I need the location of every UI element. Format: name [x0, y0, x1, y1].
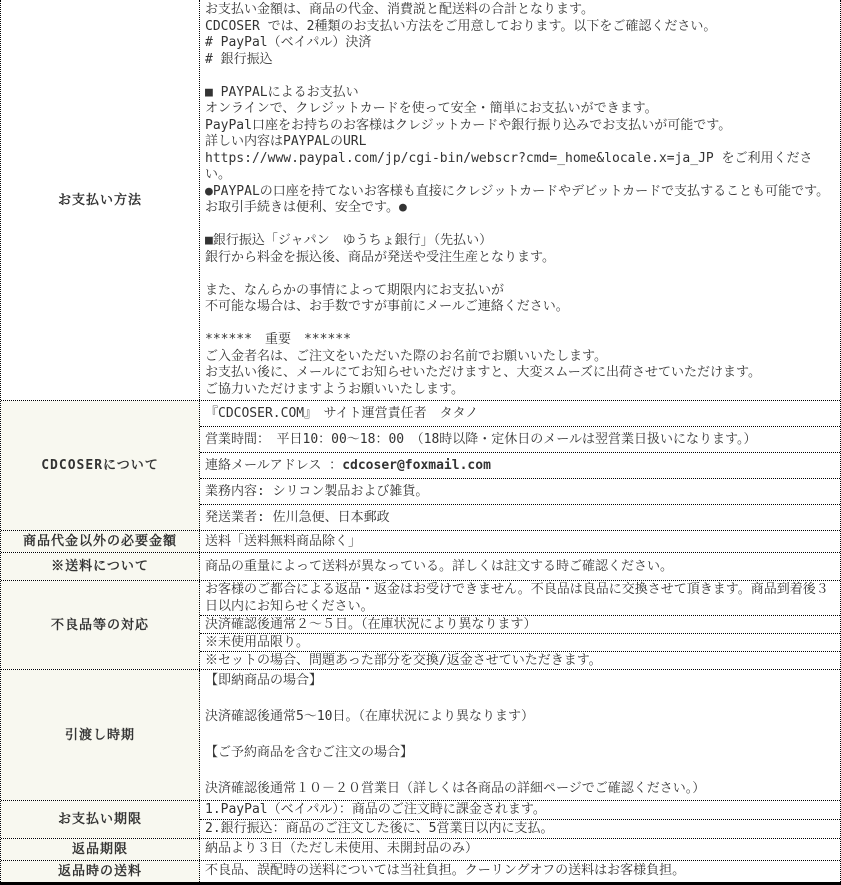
section-return-shipping [1, 860, 840, 882]
section-label-extra-fees [1, 531, 200, 552]
extra-fees-content [200, 531, 840, 552]
contact-email: cdcoser@foxmail.com [342, 458, 491, 473]
section-label-about-cdcoser [1, 401, 200, 530]
section-label-text: 返品期限 [71, 842, 128, 857]
contact-email-row [200, 453, 840, 479]
unused-only-row: ※未使用品限り。 [200, 634, 840, 652]
text-line: 【即納商品の場合】 [205, 673, 323, 688]
section-label-return-deadline [1, 839, 200, 860]
paypal-url-text: https://www.paypal.com/jp/cgi-bin/webscr?cmd=_home&locale.x=ja_JP をご利用ください。 [205, 150, 813, 182]
text-line: 銀行から料金を振込後、商品が発送や受注生産となります。 [205, 249, 555, 265]
text-line: オンラインで、クレジットカードを使って安全・簡単にお支払いができます。 [205, 101, 658, 116]
text-line [200, 68, 838, 85]
set-exchange-row: ※セットの場合、問題あった部分を交換/返金させていただきます。 [205, 653, 602, 668]
text-line: 商品の重量によって送料が異なっている。詳しくは註文する時ご確認ください。 [205, 559, 674, 574]
text-line: # PayPal（ベイパル）決済 [205, 35, 372, 50]
section-label-text: 商品代金以外の必要金額 [22, 534, 177, 549]
text-line: 【ご予約商品を含むご注文の場合】 [205, 745, 414, 760]
section-about-cdcoser [1, 400, 840, 530]
text-line: 詳しい内容はPAYPALのURL [205, 134, 367, 149]
section-return-deadline [1, 838, 840, 860]
business-hours-row: 営業時間： 平日10：00～18：00 （18時以降・定休日のメールは翌営業日扱いになります。） [200, 427, 840, 453]
section-label-text: 返品時の送料 [57, 864, 142, 879]
text-line: CDCOSER では、2種類のお支払い方法をご用意しております。以下をご確認ください。 [205, 18, 717, 34]
text-line [200, 726, 838, 744]
section-label-text: お支払い方法 [57, 192, 142, 208]
delivery-time-content [200, 670, 840, 800]
section-payment-deadline [1, 800, 840, 838]
section-shipping-note [1, 552, 840, 580]
shipping-carrier-row: 発送業者: 佐川急便、日本郵政 [205, 510, 390, 525]
section-label-payment-deadline [1, 801, 200, 838]
shipping-note-content [200, 553, 840, 580]
text-line: ■銀行振込「ジャパン ゆうちょ銀行」（先払い） [205, 233, 493, 248]
text-line: PayPal口座をお持ちのお客様はクレジットカードや銀行振り込みでお支払いが可能です。 [205, 117, 732, 133]
site-operator-row: 『CDCOSER.COM』 サイト運営責任者 タタノ [200, 401, 840, 427]
section-payment-method [1, 0, 840, 400]
text-line: また、なんらかの事情によって期限内にお支払いが [205, 282, 505, 298]
paypal-deadline-row: 1.PayPal（ベイパル）：商品のご注文時に課金されます。 [200, 801, 840, 820]
text-line: ■ PAYPALによるお支払い [205, 84, 359, 100]
text-line: お支払い後に、メールにてお知らせいただけますと、大変スムーズに出荷させていただけます。 [205, 365, 762, 380]
text-line: ご協力いただけますようお願いいたします。 [205, 381, 464, 397]
text-line: お支払い金額は、商品の代金、消費説と配送料の合計となります。 [205, 2, 594, 17]
return-deadline-content [200, 839, 840, 860]
text-line [200, 762, 838, 780]
text-line: 決済確認後通常5～10日。（在庫状況により異なります） [205, 709, 534, 724]
business-description-row: 業務内容: シリコン製品および雑貨。 [200, 479, 840, 505]
section-label-return-shipping [1, 861, 200, 882]
text-line: ****** 重要 ****** [205, 332, 351, 347]
section-label-text: ※送料について [51, 559, 149, 574]
text-line: # 銀行振込 [205, 51, 273, 67]
text-line: 納品より３日（ただし未使用、未開封品のみ） [205, 841, 479, 856]
bank-deadline-row: 2.銀行振込：商品のご注文した後に、5営業日以内に支払。 [205, 821, 554, 836]
section-label-text: お支払い期限 [57, 812, 142, 827]
text-line: ご入金者名は、ご注文をいただいた際のお名前でお願いいたします。 [205, 348, 607, 364]
text-line: ●PAYPALの口座を持てないお客様も直接にクレジットカードやデビットカードで支払することも可能です。 [205, 183, 830, 199]
defective-items-content [200, 581, 840, 669]
section-label-text: 引渡し時期 [64, 727, 135, 743]
text-line [200, 266, 838, 283]
payment-deadline-content [200, 801, 840, 838]
exchange-time-row: 決済確認後通常２～５日。（在庫状況により異なります） [200, 616, 840, 634]
text-line [200, 217, 838, 234]
section-label-delivery-time [1, 670, 200, 800]
text-line [200, 316, 838, 333]
section-label-text: 不良品等の対応 [50, 617, 149, 633]
section-label-shipping-note [1, 553, 200, 580]
return-policy-row: お客様のご都合による返品・返金はお受けできません。不良品は良品に交換させて頂きます。商品到着後３日以内にお知らせください。 [200, 581, 840, 616]
section-label-defective-items [1, 581, 200, 669]
text-line [200, 690, 838, 708]
text-line: 不可能な場合は、お手数ですが事前にメールご連絡ください。 [205, 299, 569, 314]
section-label-payment-method [1, 0, 200, 400]
text-line: お取引手続きは便利、安全です。● [205, 200, 407, 215]
text-line: 決済確認後通常１０－２０営業日（詳しくは各商品の詳細ページでご確認ください。） [205, 781, 706, 796]
section-defective-items [1, 580, 840, 669]
about-cdcoser-content [200, 401, 840, 530]
section-extra-fees [1, 530, 840, 552]
contact-email-label: 連絡メールアドレス ： [205, 458, 343, 473]
section-label-text: CDCOSERについて [41, 458, 159, 473]
text-line: 不良品、誤配時の送料については当社負担。クーリングオフの送料はお客様負担。 [205, 863, 686, 878]
text-line: 送料「送料無料商品除く」 [205, 534, 362, 549]
return-shipping-content [200, 861, 840, 882]
payment-method-content [200, 0, 840, 400]
section-delivery-time [1, 669, 840, 800]
